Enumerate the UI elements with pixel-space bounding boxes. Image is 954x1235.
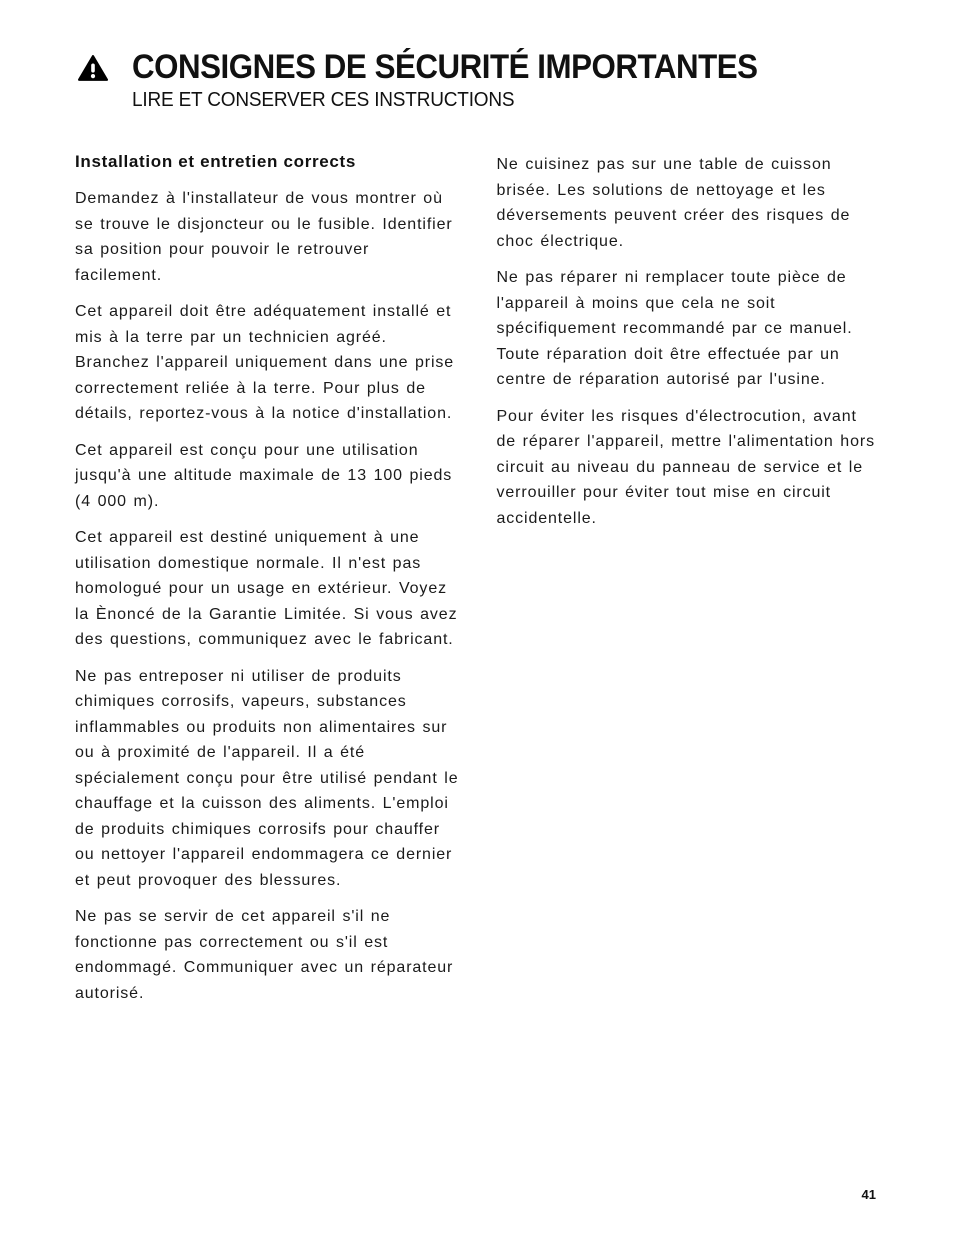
page-subtitle: LIRE ET CONSERVER CES INSTRUCTIONS: [132, 89, 515, 111]
warning-triangle-icon: [78, 54, 108, 82]
page-header: [78, 50, 894, 112]
body-columns: [75, 152, 880, 1006]
right-column: [497, 152, 881, 1006]
paragraph: Ne pas se servir de cet appareil s'il ne fonctionne pas correctement ou s'il est endommagé. Communiquer avec un réparateur autorisé.: [75, 908, 454, 1002]
header-text-block: [132, 50, 894, 112]
section-heading: Installation et entretien corrects: [75, 152, 357, 171]
paragraph: Pour éviter les risques d'électrocution, avant de réparer l'appareil, mettre l'alimentation hors circuit au niveau du panneau de service et le verrouiller pour éviter tout mise en circuit accidentelle.: [496, 407, 875, 527]
paragraph: Ne pas entreposer ni utiliser de produits chimiques corrosifs, vapeurs, substances inflammables ou produits non alimentaires sur ou à proximité de l'appareil. Il a été spécialement conçu pour être utilisé pendant le chauffage et la cuisson des aliments. L'emploi de produits chimiques corrosifs pour chauffer ou nettoyer l'appareil endommagera ce dernier et peut provoquer des blessures.: [75, 667, 459, 889]
paragraph: Cet appareil est destiné uniquement à une utilisation domestique normale. Il n'est pas homologué pour un usage en extérieur. Voyez la Ènoncé de la Garantie Limitée. Si vous avez des questions, communiquez avec le fabricant.: [75, 529, 458, 648]
paragraph: Cet appareil doit être adéquatement installé et mis à la terre par un technicien agréé. Branchez l'appareil uniquement dans une prise correctement reliée à la terre. Pour plus de détails, reportez-vous à la notice d'installation.: [75, 303, 455, 422]
paragraph: Ne pas réparer ni remplacer toute pièce de l'appareil à moins que cela ne soit spécifiquement recommandé par ce manuel. Toute réparation doit être effectuée par un centre de réparation autorisé par l'usine.: [496, 269, 853, 388]
right-column-paragraphs: [497, 152, 881, 531]
page-title: CONSIGNES DE SÉCURITÉ IMPORTANTES: [132, 48, 758, 86]
paragraph: Demandez à l'installateur de vous montrer où se trouve le disjoncteur ou le fusible. Identifier sa position pour pouvoir le retrouver facilement.: [75, 190, 453, 284]
page-number: 41: [861, 1187, 876, 1202]
left-column-paragraphs: [75, 186, 459, 1006]
paragraph: Ne cuisinez pas sur une table de cuisson brisée. Les solutions de nettoyage et les déversements peuvent créer des risques de choc électrique.: [496, 156, 851, 250]
paragraph: Cet appareil est conçu pour une utilisation jusqu'à une altitude maximale de 13 100 pieds (4 000 m).: [75, 441, 453, 510]
left-column: [75, 152, 459, 1006]
